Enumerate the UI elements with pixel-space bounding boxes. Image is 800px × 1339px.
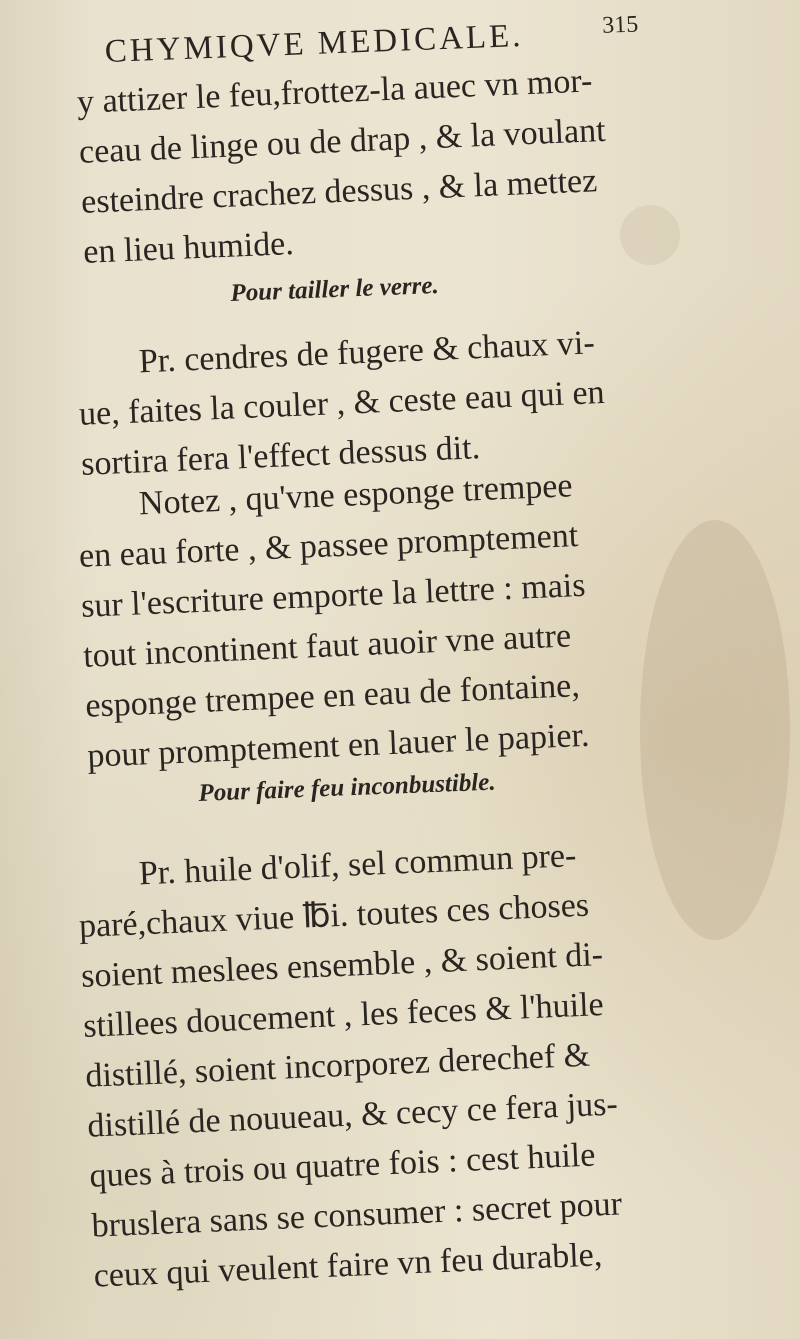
text-line: ques à trois ou quatre fois : cest huile xyxy=(88,1136,597,1195)
text-line: distillé de nouueau, & cecy ce fera jus- xyxy=(86,1085,619,1145)
text-line: stillees doucement , les feces & l'huile xyxy=(82,986,605,1045)
text-line: ceau de linge ou de drap , & la voulant xyxy=(78,111,607,171)
text-line: y attizer le feu,frottez-la auec vn mor- xyxy=(76,62,594,121)
text-line: sortira fera l'effect dessus dit. xyxy=(80,429,481,483)
page-number: 315 xyxy=(601,11,639,39)
text-line: Pr. cendres de fugere & chaux vi- xyxy=(138,324,596,381)
text-line: Pr. huile d'olif, sel commun pre- xyxy=(138,837,578,893)
paragraph-4 xyxy=(76,827,694,1302)
section-heading: Pour faire feu inconbustible. xyxy=(198,768,497,807)
text-line: pour promptement en lauer le papier. xyxy=(86,716,591,775)
paragraph-3 xyxy=(76,457,688,782)
text-line: Notez , qu'vne esponge trempee xyxy=(138,467,574,523)
text-line: paré,chaux viue ℔i. toutes ces choses xyxy=(78,886,590,945)
text-line: soient meslees ensemble , & soient di- xyxy=(80,936,604,995)
text-line: distillé, soient incorporez derechef & xyxy=(84,1036,591,1095)
paragraph-1 xyxy=(76,53,684,278)
text-line: en eau forte , & passee promptement xyxy=(78,517,579,575)
section-heading: Pour tailler le verre. xyxy=(230,272,440,307)
text-line: sur l'escriture emporte la lettre : mais xyxy=(80,566,587,625)
text-line: en lieu humide. xyxy=(82,225,295,271)
text-line: bruslera sans se consumer : secret pour xyxy=(90,1185,623,1245)
text-line: ue, faites la couler , & ceste eau qui en xyxy=(78,373,606,433)
text-line: esteindre crachez dessus , & la mettez xyxy=(80,162,598,221)
text-line: tout incontinent faut auoir vne autre xyxy=(82,617,572,675)
running-title: CHYMIQVE MEDICALE. xyxy=(104,17,525,70)
text-line: esponge trempee en eau de fontaine, xyxy=(84,667,581,725)
text-line: ceux qui veulent faire vn feu durable, xyxy=(93,1236,603,1295)
